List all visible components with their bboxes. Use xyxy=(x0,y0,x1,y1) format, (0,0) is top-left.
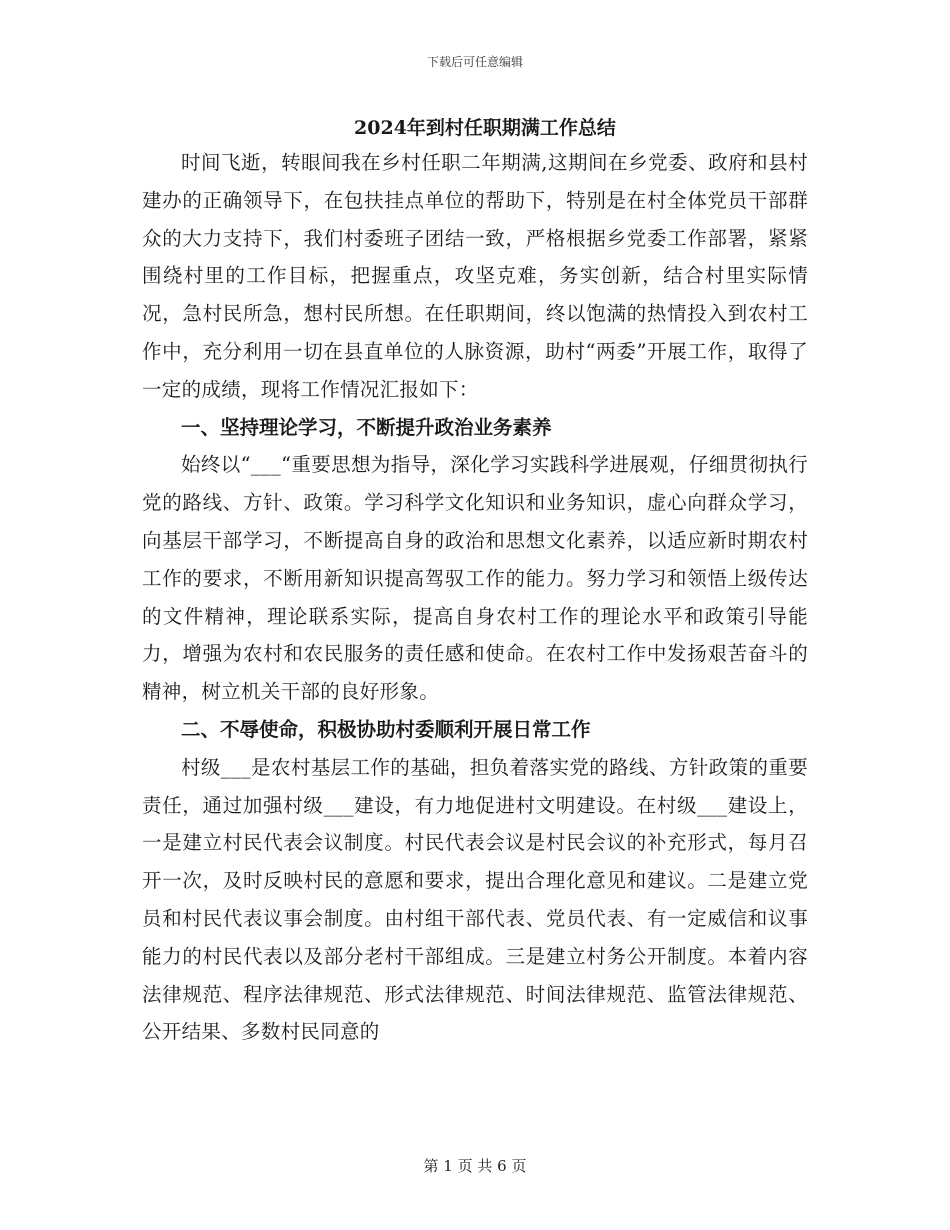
page-header-note: 下载后可任意编辑 xyxy=(426,55,523,69)
intro-paragraph: 时间飞逝，转眼间我在乡村任职二年期满,这期间在乡党委、政府和县村建办的正确领导下，在包扶挂点单位的帮助下，特别是在村全体党员干部群众的大力支持下，我们村委班子团结一致，严格根据乡党委工作部署，紧紧围绕村里的工作目标，把握重点，攻坚克难，务实创新，结合村里实际情况，急村民所急，想村民所想。在任职期间，终以饱满的热情投入到农村工作中，充分利用一切在县直单位的人脉资源，助村“两委”开展工作，取得了一定的成绩，现将工作情况汇报如下： xyxy=(142,151,808,401)
document-title: 2024年到村任职期满工作总结 xyxy=(354,117,616,139)
document-body xyxy=(142,112,808,1051)
page-number-footer: 第 1 页 共 6 页 xyxy=(423,1157,527,1175)
section-heading-1: 一、坚持理论学习，不断提升政治业务素养 xyxy=(181,415,552,439)
section-heading-2: 二、不辱使命，积极协助村委顺利开展日常工作 xyxy=(181,717,591,741)
section-2-paragraph: 村级___是农村基层工作的基础，担负着落实党的路线、方针政策的重要责任，通过加强村级___建设，有力地促进村文明建设。在村级___建设上，一是建立村民代表会议制度。村民代表会议是村民会议的补充形式，每月召开一次，及时反映村民的意愿和要求，提出合理化意见和建议。二是建立党员和村民代表议事会制度。由村组干部代表、党员代表、有一定威信和议事能力的村民代表以及部分老村干部组成。三是建立村务公开制度。本着内容法律规范、程序法律规范、形式法律规范、时间法律规范、监管法律规范、公开结果、多数村民同意的 xyxy=(142,755,808,1044)
section-1-paragraph: 始终以“___“重要思想为指导，深化学习实践科学进展观，仔细贯彻执行党的路线、方针、政策。学习科学文化知识和业务知识，虚心向群众学习，向基层干部学习，不断提高自身的政治和思想文化素养，以适应新时期农村工作的要求，不断用新知识提高驾驭工作的能力。努力学习和领悟上级传达的文件精神，理论联系实际，提高自身农村工作的理论水平和政策引导能力，增强为农村和农民服务的责任感和使命。在农村工作中发扬艰苦奋斗的精神，树立机关干部的良好形象。 xyxy=(142,453,808,704)
